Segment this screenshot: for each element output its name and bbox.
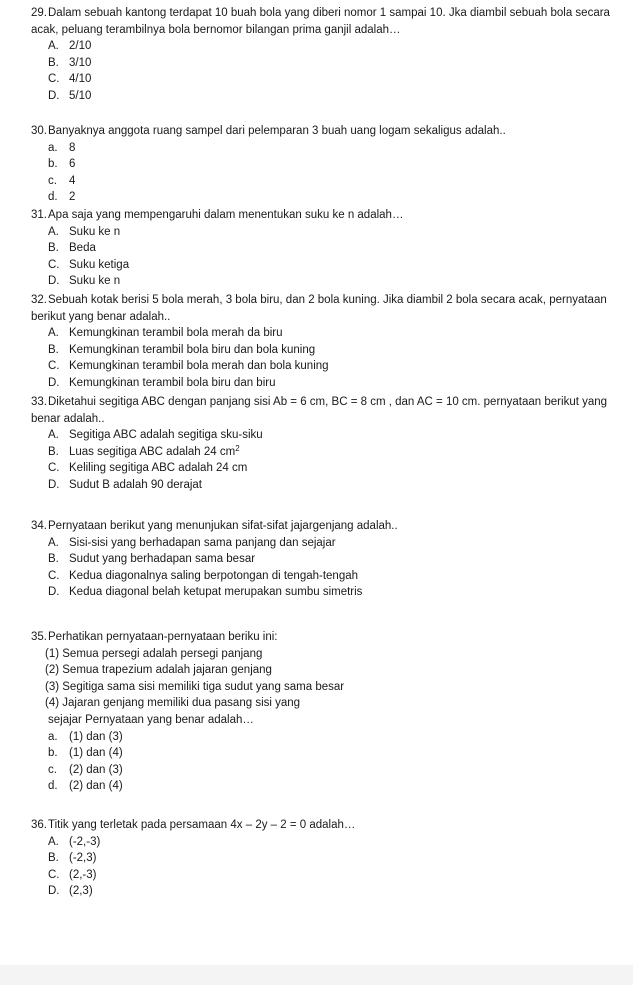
statement-1: (1) Semua persegi adalah persegi panjang: [45, 647, 263, 660]
question-text: Banyaknya anggota ruang sampel dari pelemparan 3 buah uang logam sekaligus adalah..: [48, 125, 506, 137]
question-text: Perhatikan pernyataan-pernyataan beriku ini:: [48, 631, 278, 643]
option-a[interactable]: [31, 535, 626, 552]
option-c[interactable]: [31, 71, 626, 88]
option-b[interactable]: [31, 55, 626, 72]
option-text: Suku ke n: [69, 225, 121, 238]
option-c[interactable]: [31, 568, 626, 585]
option-list: [31, 224, 626, 290]
question-36: [31, 817, 626, 900]
question-text: Diketahui segitiga ABC dengan panjang sisi Ab = 6 cm, BC = 8 cm , dan AC = 10 cm. pernyataan berikut yang benar adalah..: [31, 396, 608, 425]
option-text: 6: [69, 158, 76, 171]
statement-2: (2) Semua trapezium adalah jajaran genjang: [45, 664, 272, 677]
option-c[interactable]: [31, 460, 626, 477]
option-d[interactable]: [31, 273, 626, 290]
option-letter: D.: [48, 586, 60, 599]
option-letter: C.: [48, 258, 60, 271]
option-letter: D.: [48, 89, 60, 102]
option-b[interactable]: [31, 342, 626, 359]
option-letter: D.: [48, 275, 60, 288]
question-number: 35.: [31, 631, 47, 643]
option-text: Kedua diagonal belah ketupat merupakan sumbu simetris: [69, 586, 363, 599]
option-letter: C.: [48, 569, 60, 582]
option-letter: a.: [48, 730, 58, 743]
option-list: [31, 535, 626, 601]
option-c[interactable]: [31, 257, 626, 274]
option-letter: A.: [48, 835, 59, 848]
question-number: 29.: [31, 7, 47, 19]
option-letter: A.: [48, 327, 59, 340]
option-text: (1) dan (3): [69, 730, 123, 743]
option-letter: D.: [48, 478, 60, 491]
option-letter: B.: [48, 852, 59, 865]
option-text: 8: [69, 141, 76, 154]
option-letter: B.: [48, 445, 59, 458]
option-text: Sisi-sisi yang berhadapan sama panjang dan sejajar: [69, 536, 336, 549]
question-35: [31, 629, 626, 795]
option-b[interactable]: [31, 551, 626, 568]
question-text: Apa saja yang mempengaruhi dalam menentukan suku ke n adalah…: [48, 209, 404, 221]
option-text: Suku ke n: [69, 275, 121, 288]
option-letter: A.: [48, 40, 59, 53]
option-letter: C.: [48, 360, 60, 373]
option-text: (2,3): [69, 885, 93, 898]
question-32: [31, 292, 626, 392]
statement-3: (3) Segitiga sama sisi memiliki tiga sudut yang sama besar: [45, 680, 345, 693]
option-text: Kemungkinan terambil bola biru dan biru: [69, 376, 276, 389]
question-29: [31, 5, 626, 105]
option-letter: C.: [48, 73, 60, 86]
option-text: (2) dan (4): [69, 780, 123, 793]
option-d[interactable]: [31, 584, 626, 601]
option-text: (1) dan (4): [69, 747, 123, 760]
option-letter: B.: [48, 56, 59, 69]
question-text: Sebuah kotak berisi 5 bola merah, 3 bola biru, dan 2 bola kuning. Jika diambil 2 bola secara acak, pernyataan berikut yang benar adalah..: [31, 294, 607, 323]
option-list: [31, 140, 626, 206]
option-letter: b.: [48, 747, 58, 760]
option-letter: B.: [48, 553, 59, 566]
option-b[interactable]: [31, 444, 626, 461]
option-text: Sudut B adalah 90 derajat: [69, 478, 202, 491]
question-number: 33.: [31, 396, 47, 408]
option-c[interactable]: [31, 867, 626, 884]
option-a[interactable]: [31, 224, 626, 241]
option-text: Kemungkinan terambil bola merah dan bola kuning: [69, 360, 329, 373]
option-letter: C.: [48, 868, 60, 881]
statement-list: [31, 646, 626, 712]
option-letter: B.: [48, 242, 59, 255]
question-number: 34.: [31, 520, 47, 532]
statement-4: (4) Jajaran genjang memiliki dua pasang sisi yang: [45, 697, 301, 710]
question-number: 32.: [31, 294, 47, 306]
option-d[interactable]: [31, 88, 626, 105]
option-text: Suku ketiga: [69, 258, 130, 271]
option-text: (-2,-3): [69, 835, 101, 848]
option-b[interactable]: [31, 745, 626, 762]
option-letter: d.: [48, 780, 58, 793]
option-list: [31, 325, 626, 391]
option-text: 4/10: [69, 73, 92, 86]
option-text: (2,-3): [69, 868, 97, 881]
option-text: Kemungkinan terambil bola merah da biru: [69, 327, 283, 340]
option-c[interactable]: [31, 173, 626, 190]
option-a[interactable]: [31, 729, 626, 746]
option-text: Luas segitiga ABC adalah 24 cm: [69, 445, 236, 458]
option-text: Beda: [69, 242, 96, 255]
option-letter: b.: [48, 158, 58, 171]
option-letter: C.: [48, 462, 60, 475]
question-text: Pernyataan berikut yang menunjukan sifat-sifat jajargenjang adalah..: [48, 520, 398, 532]
option-letter: A.: [48, 429, 59, 442]
option-text: Segitiga ABC adalah segitiga sku-siku: [69, 429, 263, 442]
option-d[interactable]: [31, 477, 626, 494]
option-a[interactable]: [31, 834, 626, 851]
option-b[interactable]: [31, 156, 626, 173]
option-letter: D.: [48, 885, 60, 898]
option-b[interactable]: [31, 240, 626, 257]
option-d[interactable]: [31, 189, 626, 206]
option-c[interactable]: [31, 358, 626, 375]
option-a[interactable]: [31, 325, 626, 342]
option-d[interactable]: [31, 883, 626, 900]
question-number: 31.: [31, 209, 47, 221]
option-letter: c.: [48, 174, 57, 187]
question-number: 36.: [31, 819, 47, 831]
option-d[interactable]: [31, 778, 626, 795]
option-letter: D.: [48, 376, 60, 389]
option-c[interactable]: [31, 762, 626, 779]
superscript-exponent: 2: [235, 443, 240, 453]
option-text: (2) dan (3): [69, 763, 123, 776]
question-text: Dalam sebuah kantong terdapat 10 buah bola yang diberi nomor 1 sampai 10. Jka diambil sebuah bola secara acak, peluang terambilnya bola bernomor bilangan prima ganjil adalah…: [31, 7, 610, 36]
option-letter: A.: [48, 536, 59, 549]
question-30: [31, 123, 626, 206]
option-text: 4: [69, 174, 76, 187]
option-a[interactable]: [31, 38, 626, 55]
option-text: 5/10: [69, 89, 92, 102]
option-list: [31, 427, 626, 493]
option-a[interactable]: [31, 140, 626, 157]
option-list: [31, 38, 626, 104]
option-list: [31, 729, 626, 795]
option-list: [31, 834, 626, 900]
option-b[interactable]: [31, 850, 626, 867]
option-letter: B.: [48, 343, 59, 356]
option-letter: d.: [48, 191, 58, 204]
option-text: Sudut yang berhadapan sama besar: [69, 553, 256, 566]
option-text: 2/10: [69, 40, 92, 53]
question-31: [31, 207, 626, 290]
question-text: Titik yang terletak pada persamaan 4x – 2y – 2 = 0 adalah…: [48, 819, 356, 831]
option-text: Kedua diagonalnya saling berpotongan di tengah-tengah: [69, 569, 359, 582]
option-letter: a.: [48, 141, 58, 154]
question-34: [31, 518, 626, 601]
page-bottom-band: [0, 965, 633, 985]
option-letter: A.: [48, 225, 59, 238]
option-text: 2: [69, 191, 76, 204]
option-text: Keliling segitiga ABC adalah 24 cm: [69, 462, 248, 475]
option-text: (-2,3): [69, 852, 97, 865]
option-letter: c.: [48, 763, 57, 776]
option-text: Kemungkinan terambil bola biru dan bola kuning: [69, 343, 316, 356]
question-33: [31, 394, 626, 494]
question-number: 30.: [31, 125, 47, 137]
question-prompt: sejajar Pernyataan yang benar adalah…: [48, 713, 254, 726]
option-a[interactable]: [31, 427, 626, 444]
option-text: 3/10: [69, 56, 92, 69]
option-d[interactable]: [31, 375, 626, 392]
